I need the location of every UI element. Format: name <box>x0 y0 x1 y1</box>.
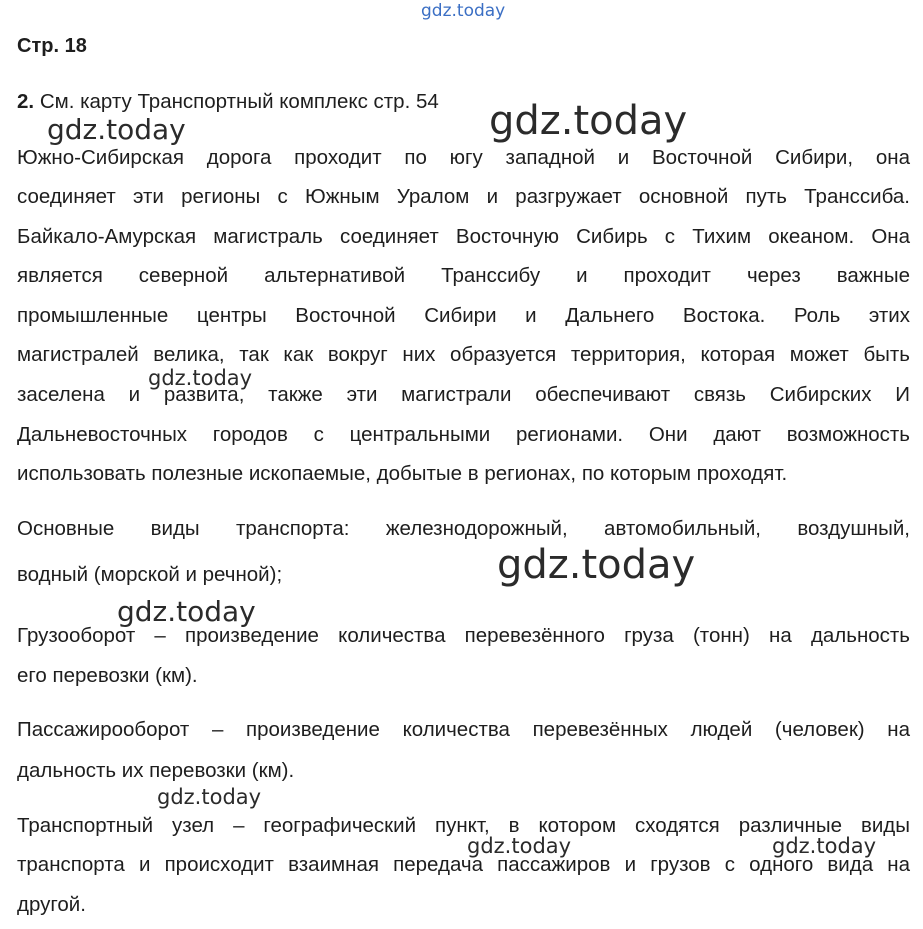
watermark: gdz.today <box>772 834 877 858</box>
text-line: Байкало-Амурская магистраль соединяет Восточную Сибирь с Тихим океаном. Она <box>17 225 910 248</box>
text-line: транспорта и происходит взаимная передача пассажиров и грузов с одного вида на <box>17 853 910 876</box>
text-line: заселена и развита, также эти магистрали обеспечивают связь Сибирских И <box>17 383 910 406</box>
text-line: Южно-Сибирская дорога проходит по югу западной и Восточной Сибири, она <box>17 146 910 169</box>
text-line: промышленные центры Восточной Сибири и Дальнего Востока. Роль этих <box>17 304 910 327</box>
text-line: магистралей велика, так как вокруг них образуется территория, которая может быть <box>17 343 910 366</box>
text-line: Транспортный узел – географический пункт, в котором сходятся различные виды <box>17 814 910 837</box>
text-line: Пассажирооборот – произведение количества перевезённых людей (человек) на <box>17 718 910 741</box>
watermark: gdz.today <box>157 785 262 809</box>
watermark: gdz.today <box>497 542 696 588</box>
task-line <box>17 90 439 114</box>
text-line: использовать полезные ископаемые, добытые в регионах, по которым проходят. <box>17 462 788 485</box>
watermark: gdz.today <box>489 98 688 144</box>
watermark: gdz.today <box>47 113 186 146</box>
text-line: его перевозки (км). <box>17 664 198 687</box>
watermark: gdz.today <box>148 366 253 390</box>
text-line: Основные виды транспорта: железнодорожный, автомобильный, воздушный, <box>17 517 910 540</box>
text-line: Дальневосточных городов с центральными регионами. Они дают возможность <box>17 423 910 446</box>
text-line: является северной альтернативой Транссибу и проходит через важные <box>17 264 910 287</box>
page-heading: Стр. 18 <box>17 35 87 57</box>
watermark: gdz.today <box>467 834 572 858</box>
text-line: Грузооборот – произведение количества перевезённого груза (тонн) на дальность <box>17 624 910 647</box>
text-line: дальность их перевозки (км). <box>17 759 295 782</box>
task-number: 2. <box>17 90 35 113</box>
text-line: водный (морской и речной); <box>17 563 283 586</box>
watermark: gdz.today <box>117 595 256 628</box>
text-line: соединяет эти регионы с Южным Уралом и разгружает основной путь Транссиба. <box>17 185 910 208</box>
watermark: gdz.today <box>421 1 506 21</box>
text-line: другой. <box>17 893 86 916</box>
task-reference: См. карту Транспортный комплекс стр. 54 <box>39 90 439 113</box>
